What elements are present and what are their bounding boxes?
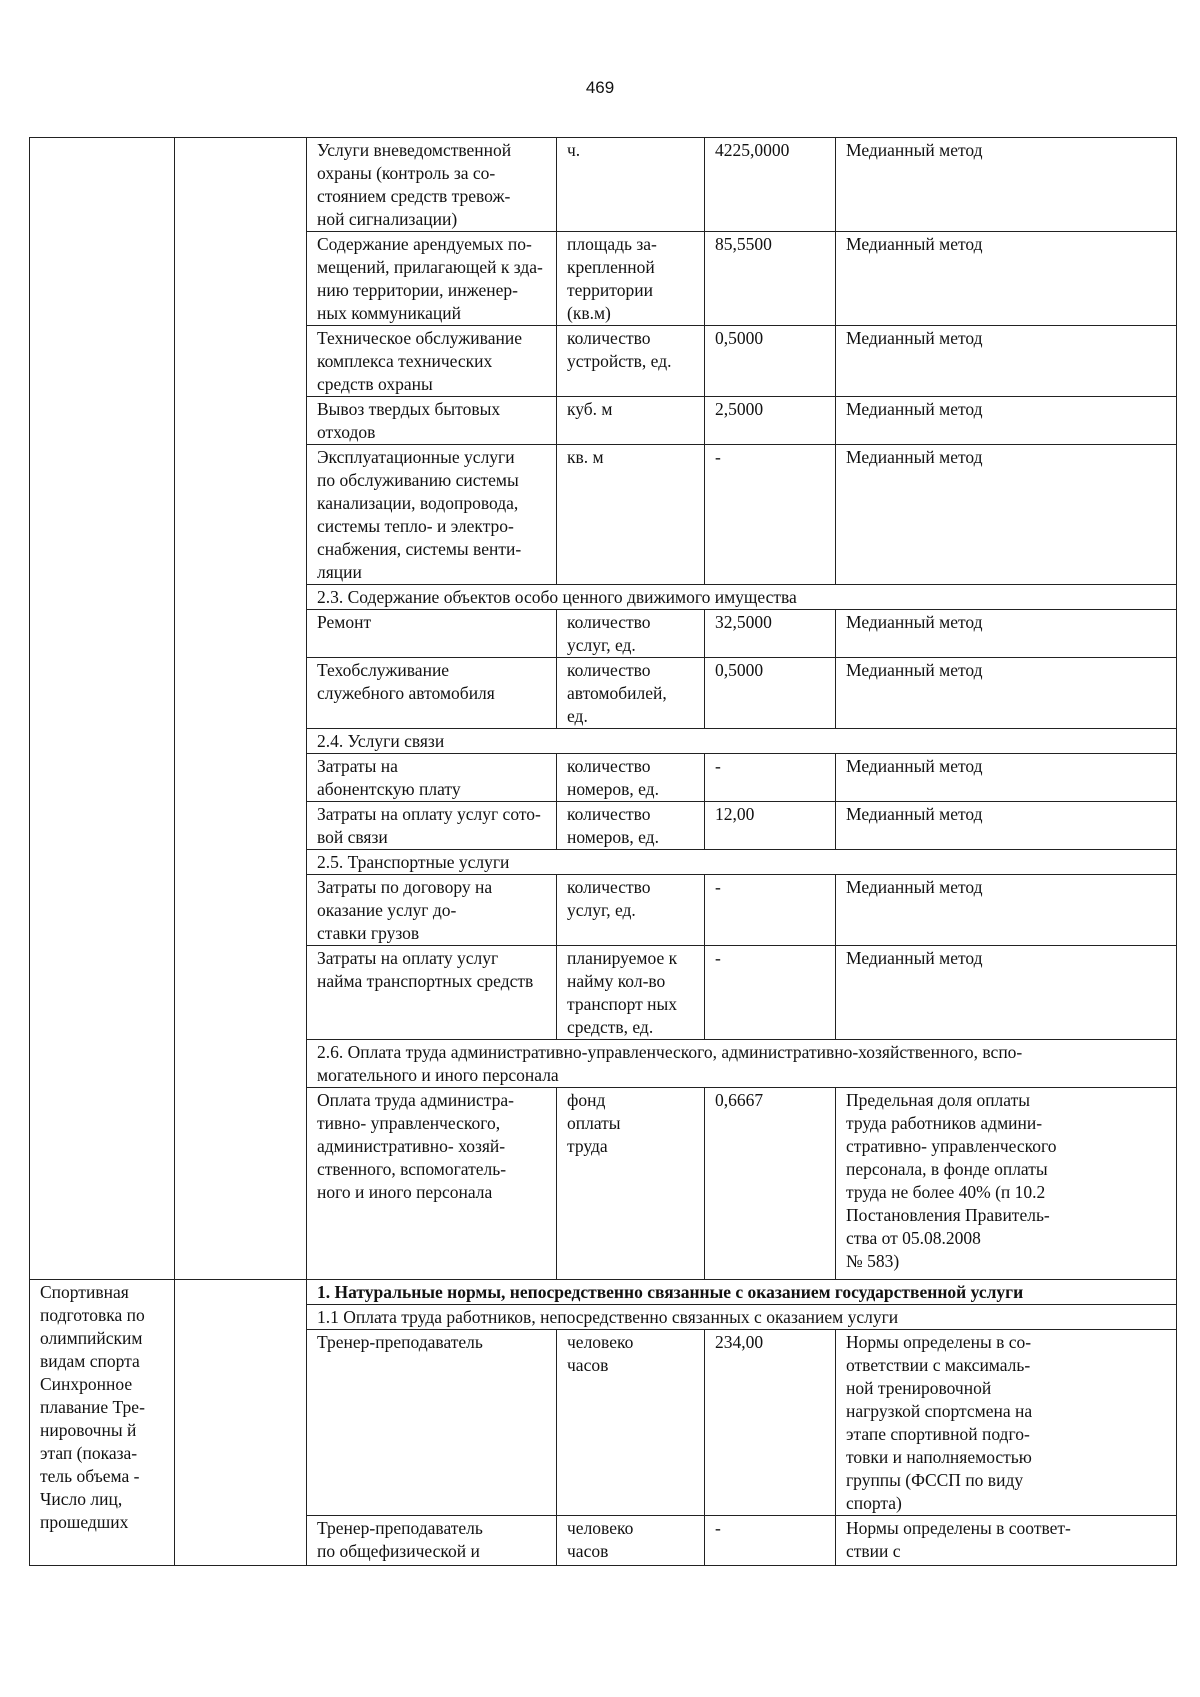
section-heading (307, 850, 1177, 875)
item-name-text: Содержание арендуемых по- мещений, прилагающей к зда- нию территории, инженер- ных коммуникаций (317, 234, 543, 323)
item-unit-text: планируемое к найму кол-во транспорт ных средств, ед. (567, 948, 678, 1037)
item-method (836, 658, 1177, 729)
section-heading (307, 729, 1177, 754)
item-name (307, 802, 557, 850)
item-value-text: 85,5500 (715, 234, 772, 254)
item-method (836, 754, 1177, 802)
item-value-text: - (715, 756, 721, 776)
section-heading-text: 2.6. Оплата труда административно-управленческого, административно-хозяйственного, вспо- могательного и иного персонала (317, 1042, 1023, 1085)
item-unit (557, 946, 705, 1040)
section-heading-text: 2.4. Услуги связи (317, 731, 445, 751)
block-heading-text: 1. Натуральные нормы, непосредственно связанные с оказанием государственной услуги (317, 1282, 1024, 1302)
item-name (307, 1516, 557, 1566)
item-value (705, 397, 836, 445)
item-unit-text: количество номеров, ед. (567, 804, 659, 847)
item-method-text: Нормы определены в соответ- ствии с (846, 1518, 1071, 1561)
item-value (705, 802, 836, 850)
item-value (705, 946, 836, 1040)
item-method (836, 232, 1177, 326)
item-name-text: Оплата труда администра- тивно- управленческого, административно- хозяй- ственного, вспомогатель- ного и иного персонала (317, 1090, 514, 1202)
table-body (30, 138, 1177, 1566)
item-name-text: Затраты на абонентскую плату (317, 756, 461, 799)
item-name (307, 326, 557, 397)
item-value (705, 138, 836, 232)
item-value-text: - (715, 1518, 721, 1538)
item-value-text: 0,5000 (715, 328, 764, 348)
item-unit (557, 1330, 705, 1516)
item-unit-text: куб. м (567, 399, 613, 419)
item-method-text: Медианный метод (846, 877, 983, 897)
item-unit (557, 802, 705, 850)
table-row (30, 138, 1177, 232)
section-heading-text: 2.5. Транспортные услуги (317, 852, 510, 872)
item-name (307, 397, 557, 445)
item-name-text: Эксплуатационные услуги по обслуживанию системы канализации, водопровода, системы тепло- и электро- снабжения, системы венти- ляции (317, 447, 522, 582)
service-name-cell (30, 1280, 175, 1566)
item-method (836, 326, 1177, 397)
item-unit (557, 754, 705, 802)
item-value (705, 610, 836, 658)
item-method-text: Нормы определены в со- ответствии с максималь- ной тренировочной нагрузкой спортсмена на этапе спортивной подго- товки и наполняемостью группы (ФССП по виду спорта) (846, 1332, 1033, 1513)
section-heading (307, 1040, 1177, 1088)
item-name-text: Ремонт (317, 612, 372, 632)
item-unit (557, 397, 705, 445)
block-subheading (307, 1305, 1177, 1330)
item-name-text: Тренер-преподаватель по общефизической и (317, 1518, 483, 1561)
block-heading (307, 1280, 1177, 1305)
empty-cell (175, 1280, 307, 1566)
item-method-text: Предельная доля оплаты труда работников админи- стративно- управленческого персонала, в фонде оплаты труда не более 40% (п 10.2 Постановления Правитель- ства от 05.08.2008 № 583) (846, 1090, 1057, 1271)
item-unit-text: количество услуг, ед. (567, 612, 651, 655)
item-value-text: 2,5000 (715, 399, 764, 419)
item-value-text: - (715, 877, 721, 897)
item-method (836, 610, 1177, 658)
item-method (836, 802, 1177, 850)
item-method-text: Медианный метод (846, 948, 983, 968)
item-unit (557, 445, 705, 585)
item-method (836, 875, 1177, 946)
item-value (705, 445, 836, 585)
item-method-text: Медианный метод (846, 447, 983, 467)
item-unit (557, 610, 705, 658)
item-method-text: Медианный метод (846, 660, 983, 680)
item-name-text: Затраты на оплату услуг найма транспортных средств (317, 948, 534, 991)
service-name-cell-text: Спортивная подготовка по олимпийским видам спорта Синхронное плавание Тре- нировочны й этап (показа- тель объема - Число лиц, прошедших (40, 1282, 145, 1532)
norms-table (29, 137, 1177, 1566)
section-heading-text: 2.3. Содержание объектов особо ценного движимого имущества (317, 587, 797, 607)
item-value-text: 12,00 (715, 804, 755, 824)
item-name (307, 754, 557, 802)
item-value (705, 1330, 836, 1516)
item-unit-text: человеко часов (567, 1518, 634, 1561)
item-value (705, 658, 836, 729)
item-method (836, 397, 1177, 445)
item-unit (557, 232, 705, 326)
item-name-text: Затраты на оплату услуг сото- вой связи (317, 804, 541, 847)
item-unit-text: количество устройств, ед. (567, 328, 672, 371)
empty-cell (175, 138, 307, 1280)
item-unit-text: площадь за- крепленной территории (кв.м) (567, 234, 657, 323)
item-name (307, 946, 557, 1040)
section-row (30, 1280, 1177, 1305)
item-value (705, 232, 836, 326)
item-unit-text: кв. м (567, 447, 604, 467)
item-name (307, 1088, 557, 1280)
item-method-text: Медианный метод (846, 234, 983, 254)
item-value-text: - (715, 447, 721, 467)
item-method (836, 138, 1177, 232)
item-name (307, 610, 557, 658)
page-number: 469 (585, 78, 615, 97)
item-value (705, 1088, 836, 1280)
item-name-text: Затраты по договору на оказание услуг до- ставки грузов (317, 877, 493, 943)
item-name-text: Техобслуживание служебного автомобиля (317, 660, 495, 703)
item-name (307, 445, 557, 585)
item-method-text: Медианный метод (846, 328, 983, 348)
section-heading (307, 585, 1177, 610)
item-value-text: - (715, 948, 721, 968)
item-value (705, 754, 836, 802)
item-name (307, 875, 557, 946)
item-method-text: Медианный метод (846, 612, 983, 632)
item-value-text: 4225,0000 (715, 140, 790, 160)
item-name (307, 138, 557, 232)
item-unit-text: фонд оплаты труда (567, 1090, 621, 1156)
item-value (705, 875, 836, 946)
item-value-text: 234,00 (715, 1332, 764, 1352)
item-unit (557, 875, 705, 946)
item-value-text: 0,6667 (715, 1090, 764, 1110)
item-method (836, 946, 1177, 1040)
item-value (705, 1516, 836, 1566)
item-name (307, 658, 557, 729)
item-name-text: Техническое обслуживание комплекса технических средств охраны (317, 328, 522, 394)
item-method (836, 1330, 1177, 1516)
item-unit-text: ч. (567, 140, 581, 160)
item-method-text: Медианный метод (846, 804, 983, 824)
item-value-text: 32,5000 (715, 612, 772, 632)
item-unit (557, 658, 705, 729)
item-unit (557, 138, 705, 232)
item-unit (557, 1516, 705, 1566)
item-method (836, 445, 1177, 585)
item-method-text: Медианный метод (846, 756, 983, 776)
item-name-text: Услуги вневедомственной охраны (контроль за со- стоянием средств тревож- ной сигнализации) (317, 140, 512, 229)
item-unit-text: количество номеров, ед. (567, 756, 659, 799)
item-unit (557, 326, 705, 397)
block-subheading-text: 1.1 Оплата труда работников, непосредственно связанных с оказанием услуги (317, 1307, 899, 1327)
item-value-text: 0,5000 (715, 660, 764, 680)
item-method-text: Медианный метод (846, 399, 983, 419)
item-name-text: Вывоз твердых бытовых отходов (317, 399, 501, 442)
item-method (836, 1088, 1177, 1280)
item-name-text: Тренер-преподаватель (317, 1332, 483, 1352)
item-value (705, 326, 836, 397)
item-unit-text: количество услуг, ед. (567, 877, 651, 920)
item-name (307, 1330, 557, 1516)
item-method (836, 1516, 1177, 1566)
item-unit-text: человеко часов (567, 1332, 634, 1375)
item-unit (557, 1088, 705, 1280)
service-cell (30, 138, 175, 1280)
item-unit-text: количество автомобилей, ед. (567, 660, 667, 726)
item-name (307, 232, 557, 326)
item-method-text: Медианный метод (846, 140, 983, 160)
